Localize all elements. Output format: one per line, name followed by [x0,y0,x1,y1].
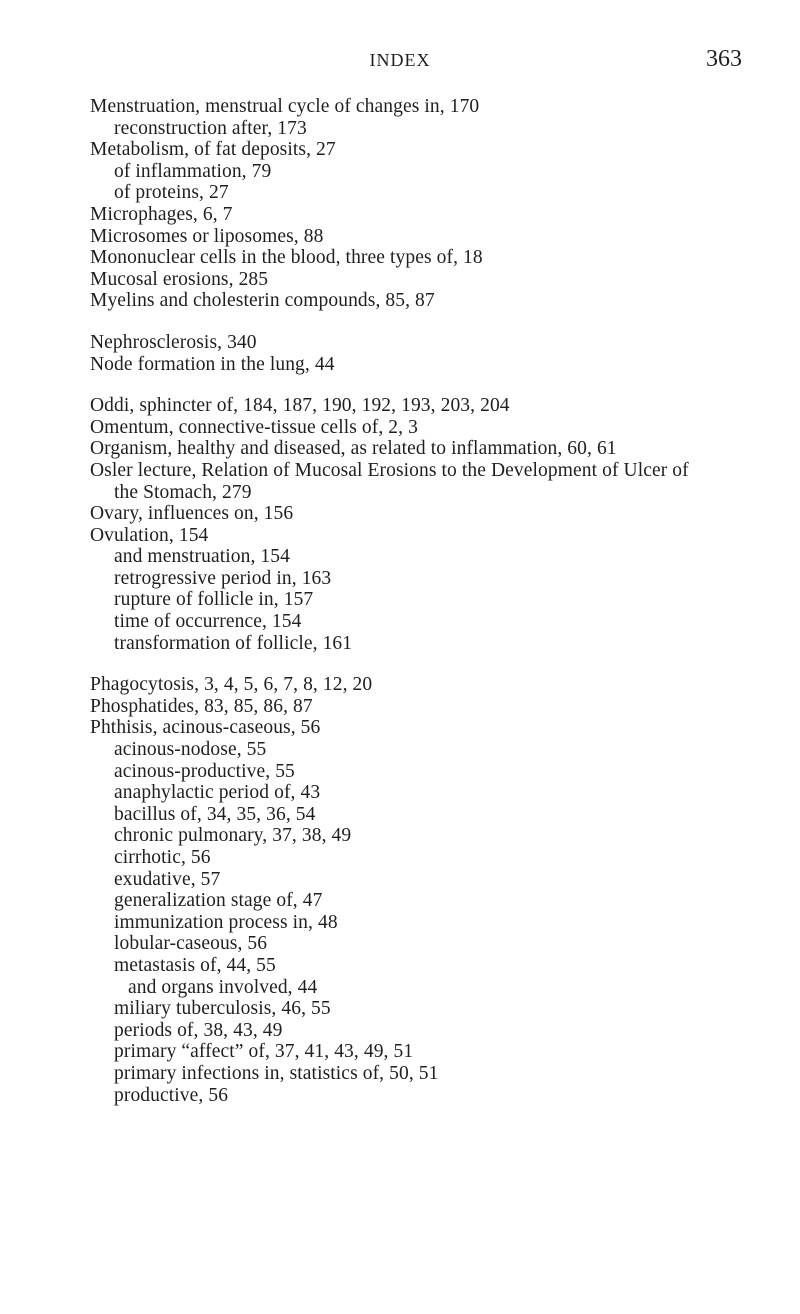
index-letter-group [90,674,800,1106]
index-subentry: time of occurrence, 154 [114,611,302,633]
index-entries [90,96,800,1106]
index-subentry: bacillus of, 34, 35, 36, 54 [114,803,316,825]
index-subentry: immunization process in, 48 [114,911,338,933]
group-separator [90,654,800,674]
index-entry: Ovulation, 154 [90,524,209,546]
index-subentry: cirrhotic, 56 [114,847,211,868]
index-entry: Phthisis, acinous-caseous, 56 [90,717,321,739]
index-subentry: primary infections in, statistics of, 50, 51 [114,1062,439,1084]
group-separator [90,375,800,395]
index-subentry: of inflammation, 79 [114,160,272,182]
index-subentry: the Stomach, 279 [114,481,252,503]
index-entry: Nephrosclerosis, 340 [90,331,257,353]
index-entry: Microsomes or liposomes, 88 [90,225,324,247]
index-subentry: transformation of follicle, 161 [114,632,353,654]
index-subentry: and organs involved, 44 [128,976,318,998]
index-entry: Myelins and cholesterin compounds, 85, 87 [90,290,435,312]
group-separator [90,312,800,332]
index-subentry: acinous-nodose, 55 [114,739,267,761]
index-entry: Metabolism, of fat deposits, 27 [90,139,336,161]
index-subentry: reconstruction after, 173 [114,117,307,139]
index-entry: Ovary, influences on, 156 [90,503,294,525]
index-letter-group [90,332,800,375]
index-entry: Phagocytosis, 3, 4, 5, 6, 7, 8, 12, 20 [90,674,373,696]
index-subentry: rupture of follicle in, 157 [114,589,314,611]
index-subentry: productive, 56 [114,1084,229,1106]
index-entry: Osler lecture, Relation of Mucosal Erosions to the Development of Ulcer of [90,459,689,481]
index-subentry: primary “affect” of, 37, 41, 43, 49, 51 [114,1041,414,1063]
index-entry: Mucosal erosions, 285 [90,268,269,290]
index-entry: Menstruation, menstrual cycle of changes in, 170 [90,96,480,117]
index-subentry: exudative, 57 [114,868,221,890]
index-subentry: chronic pulmonary, 37, 38, 49 [114,825,352,847]
index-entry: Oddi, sphincter of, 184, 187, 190, 192, 193, 203, 204 [90,395,510,417]
index-subentry: anaphylactic period of, 43 [114,782,321,804]
index-entry: Organism, healthy and diseased, as related to inflammation, 60, 61 [90,438,617,460]
index-subentry: metastasis of, 44, 55 [114,954,276,976]
page-number: 363 [706,46,742,72]
index-subentry: lobular-caseous, 56 [114,933,268,955]
index-letter-group [90,96,800,312]
running-title: INDEX [369,50,431,70]
index-subentry: generalization stage of, 47 [114,890,323,912]
index-entry: Node formation in the lung, 44 [90,353,335,375]
index-subentry: of proteins, 27 [114,182,229,204]
index-entry: Microphages, 6, 7 [90,203,233,225]
index-letter-group [90,395,800,654]
index-entry: Phosphatides, 83, 85, 86, 87 [90,695,313,717]
index-subentry: retrogressive period in, 163 [114,567,332,589]
index-subentry: periods of, 38, 43, 49 [114,1019,283,1041]
index-subentry: acinous-productive, 55 [114,760,295,782]
index-subentry: miliary tuberculosis, 46, 55 [114,998,331,1020]
index-entry: Mononuclear cells in the blood, three types of, 18 [90,247,483,269]
index-entry: Omentum, connective-tissue cells of, 2, 3 [90,416,418,438]
index-subentry: and menstruation, 154 [114,546,290,568]
